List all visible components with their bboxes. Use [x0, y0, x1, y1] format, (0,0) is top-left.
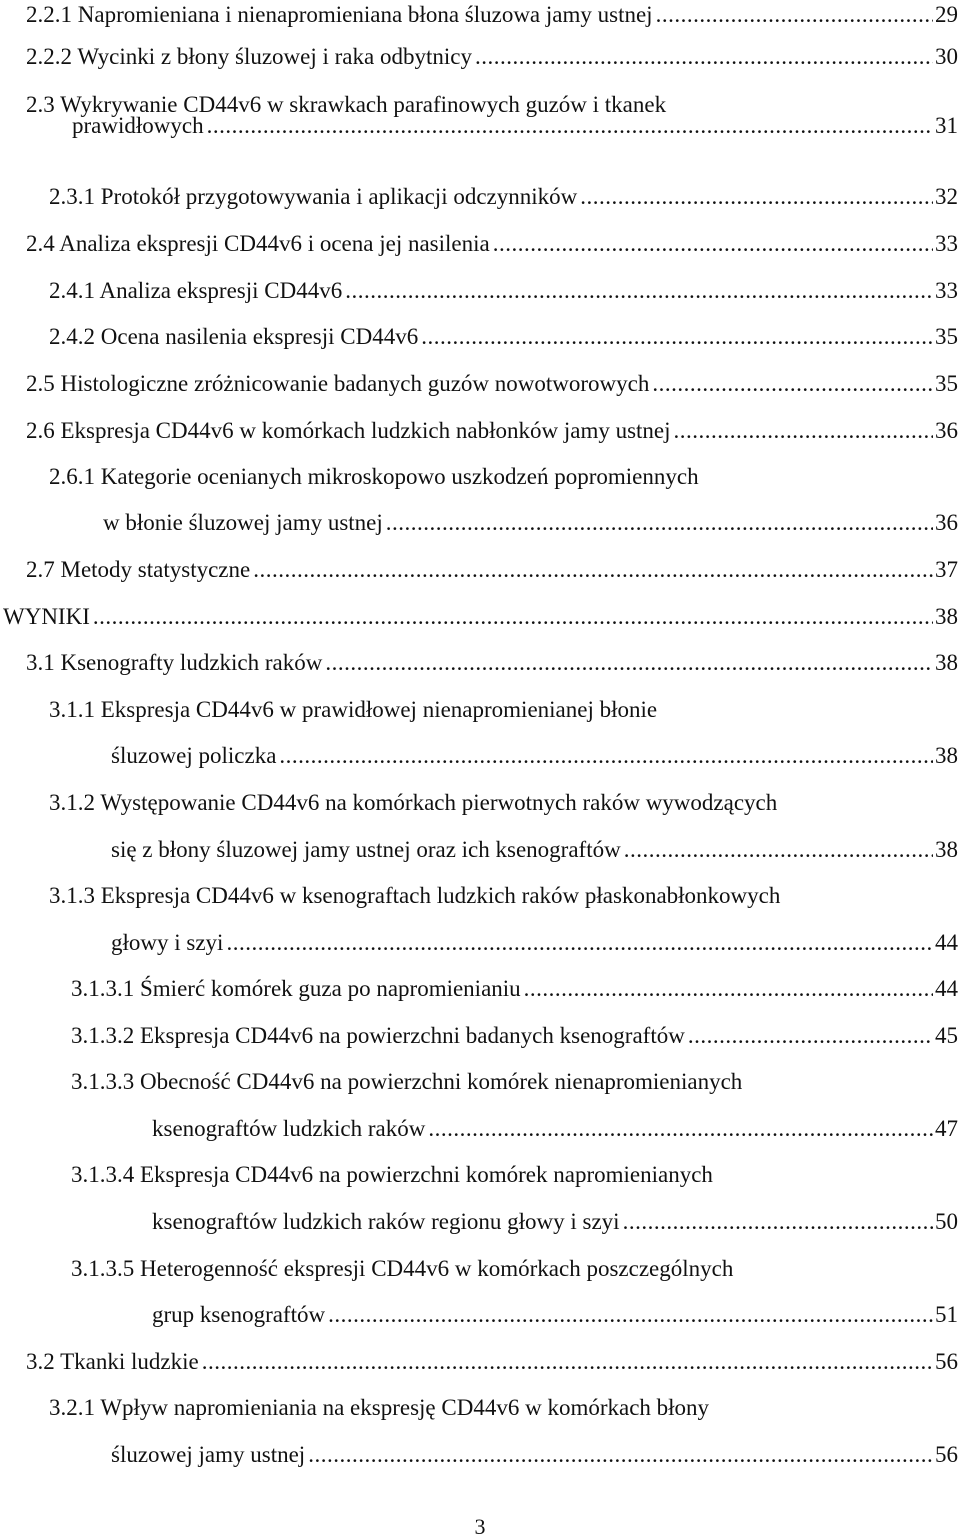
toc-entry-title: 2.2.1 Napromieniana i nienapromieniana błona śluzowa jamy ustnej [26, 2, 653, 27]
toc-entry-page: 35 [935, 371, 958, 396]
toc-entry-title: 3.1.3.5 Heterogenność ekspresji CD44v6 w komórkach poszczególnych [71, 1256, 734, 1281]
dot-leader [253, 555, 933, 585]
toc-entry-title: 2.4.2 Ocena nasilenia ekspresji CD44v6 [49, 324, 419, 349]
dot-leader [524, 974, 933, 1004]
toc-entry-page: 35 [935, 324, 958, 349]
toc-entry-title: 3.1.3.4 Ekspresja CD44v6 na powierzchni komórek napromienianych [71, 1162, 713, 1187]
dot-leader [624, 835, 933, 865]
toc-entry-page: 33 [935, 278, 958, 303]
toc-entry-title: 3.1.3.2 Ekspresja CD44v6 na powierzchni badanych ksenograftów [71, 1023, 685, 1048]
toc-entry-continuation: prawidłowych [72, 113, 204, 138]
toc-entry-page: 51 [935, 1302, 958, 1327]
toc-entry-page: 38 [935, 604, 958, 629]
dot-leader [428, 1114, 933, 1144]
toc-entry-continuation: śluzowej policzka [111, 743, 277, 768]
toc-entry-page: 44 [935, 976, 958, 1001]
toc-entry-title: 3.1.3 Ekspresja CD44v6 w ksenograftach ludzkich raków płaskonabłonkowych [49, 883, 781, 908]
toc-entry-title: 2.6.1 Kategorie ocenianych mikroskopowo uszkodzeń popromiennych [49, 464, 699, 489]
toc-entry-page: 32 [935, 184, 958, 209]
dot-leader [475, 42, 933, 72]
toc-entry-title: 3.2 Tkanki ludzkie [26, 1349, 199, 1374]
dot-leader [207, 111, 933, 141]
toc-entry-page: 37 [935, 557, 958, 582]
toc-entry-continuation: w błonie śluzowej jamy ustnej [103, 510, 383, 535]
toc-entry-title: 2.6 Ekspresja CD44v6 w komórkach ludzkich nabłonków jamy ustnej [26, 418, 671, 443]
dot-leader [674, 416, 933, 446]
toc-entry-title: 3.1.1 Ekspresja CD44v6 w prawidłowej nienapromienianej błonie [49, 697, 658, 722]
toc-entry-title: 3.1.3.3 Obecność CD44v6 na powierzchni komórek nienapromienianych [71, 1069, 743, 1094]
dot-leader [279, 741, 933, 771]
dot-leader [421, 322, 933, 352]
dot-leader [623, 1207, 933, 1237]
toc-entry-page: 45 [935, 1023, 958, 1048]
dot-leader [656, 0, 933, 30]
toc-entry-continuation: się z błony śluzowej jamy ustnej oraz ich ksenograftów [111, 837, 621, 862]
dot-leader [93, 602, 933, 632]
toc-entry-continuation: grup ksenograftów [152, 1302, 326, 1327]
toc-entry-title: 2.4 Analiza ekspresji CD44v6 i ocena jej nasilenia [26, 231, 490, 256]
dot-leader [493, 229, 933, 259]
toc-entry-page: 36 [935, 510, 958, 535]
toc-entry-page: 38 [935, 743, 958, 768]
dot-leader [226, 928, 933, 958]
toc-entry-continuation: śluzowej jamy ustnej [111, 1442, 306, 1467]
toc-entry-title: 3.1.2 Występowanie CD44v6 na komórkach pierwotnych raków wywodzących [49, 790, 778, 815]
dot-leader [345, 276, 933, 306]
toc-entry-page: 56 [935, 1349, 958, 1374]
dot-leader [652, 369, 933, 399]
toc-entry-page: 36 [935, 418, 958, 443]
toc-entry-page: 33 [935, 231, 958, 256]
toc-entry-title: 3.2.1 Wpływ napromieniania na ekspresję CD44v6 w komórkach błony [49, 1395, 710, 1420]
toc-entry-page: 38 [935, 650, 958, 675]
dot-leader [580, 182, 933, 212]
toc-entry-title: 3.1 Ksenografty ludzkich raków [26, 650, 323, 675]
toc-entry-page: 47 [935, 1116, 958, 1141]
toc-entry-title: 2.7 Metody statystyczne [26, 557, 251, 582]
toc-entry-page: 44 [935, 930, 958, 955]
toc-entry-continuation: ksenograftów ludzkich raków regionu głowy i szyi [152, 1209, 620, 1234]
dot-leader [386, 508, 933, 538]
dot-leader [308, 1440, 933, 1470]
toc-entry-page: 38 [935, 837, 958, 862]
toc-entry-page: 56 [935, 1442, 958, 1467]
page-number: 3 [474, 1514, 486, 1539]
dot-leader [325, 648, 933, 678]
toc-entry-page: 29 [935, 2, 958, 27]
dot-leader [202, 1347, 933, 1377]
toc-entry-title: 2.5 Histologiczne zróżnicowanie badanych guzów nowotworowych [26, 371, 650, 396]
toc-entry-title: 3.1.3.1 Śmierć komórek guza po napromienianiu [71, 976, 521, 1001]
toc-entry-page: 31 [935, 113, 958, 138]
toc-entry-title: 2.4.1 Analiza ekspresji CD44v6 [49, 278, 343, 303]
toc-entry-continuation: ksenograftów ludzkich raków [152, 1116, 426, 1141]
toc-entry-page: 50 [935, 1209, 958, 1234]
toc-entry-title: 2.3 Wykrywanie CD44v6 w skrawkach parafinowych guzów i tkanek [26, 92, 667, 117]
toc-entry-title: 2.2.2 Wycinki z błony śluzowej i raka odbytnicy [26, 44, 472, 69]
toc-entry-title: 2.3.1 Protokół przygotowywania i aplikacji odczynników [49, 184, 578, 209]
dot-leader [328, 1300, 933, 1330]
dot-leader [688, 1021, 933, 1051]
toc-entry-title: WYNIKI [3, 604, 90, 629]
toc-entry-continuation: głowy i szyi [111, 930, 224, 955]
toc-entry-page: 30 [935, 44, 958, 69]
